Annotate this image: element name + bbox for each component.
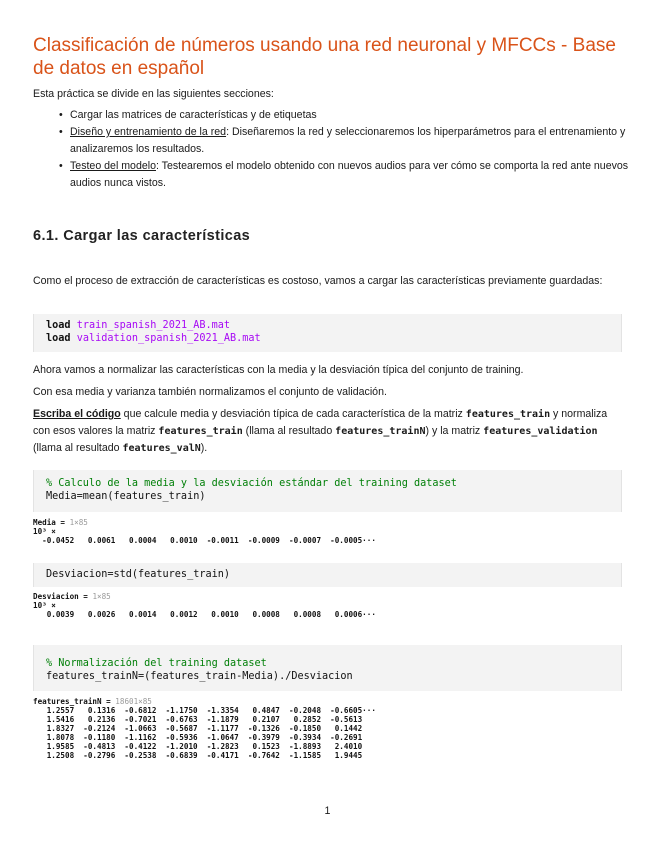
output-values-row — [33, 536, 622, 545]
output-var-name: features_trainN — [33, 697, 102, 706]
matrix-row: 1.8327 -0.2124 -1.0663 -0.5687 -1.1177 -0.1326 -0.1850 0.1442 — [33, 724, 363, 733]
instructions-text: y normaliza con esos valores la matriz — [33, 408, 608, 437]
output-scale: 10³ × — [33, 527, 56, 536]
bullet-text: : Diseñaremos la red y seleccionaremos los hiperparámetros para el entrenamiento y analizaremos los resultados. — [70, 126, 626, 155]
matrix-row: 1.2508 -0.2796 -0.2538 -0.6839 -0.4171 -0.7642 -1.1585 1.9445 — [33, 751, 363, 760]
instructions-lead: Escriba el código — [33, 408, 121, 420]
page-title: Classificación de números usando una red neuronal y MFCCs - Base de datos en español — [33, 35, 616, 79]
code-line: Desviacion=std(features_train) — [46, 569, 231, 580]
intro-text: Esta práctica se divide en las siguientes secciones: — [33, 88, 274, 100]
matrix-row: 1.2557 0.1316 -0.6812 -1.1750 -1.3354 0.4847 -0.2048 -0.6605··· — [33, 706, 376, 715]
normalize-paragraph-2: Con esa media y varianza también normalizamos el conjunto de validación. — [33, 386, 387, 398]
output-normalized: features_trainN = 18601×85 1.2557 0.1316 -0.6812 -1.1750 -1.3354 0.4847 -0.2048 -0.6605··· 1.5416 0.2136 -0.7021 -0.6763 -1.1879 0.2107 0.2852 -0.5613 1.8327 -0.2124 -1.0663 -0.5687 -1.1177 -0.1326 -0.1850 0.1442 1.8078 -0.1180 -1.1162 -0.5936 -1.0647 -0.3979 -0.3934 -0.2691 1.9585 -0.4813 -0.4122 -1.2010 -1.2823 0.1523 -1.8893 2.4010 1.2508 -0.2796 -0.2538 -0.6839 -0.4171 -0.7642 -1.1585 1.9445 — [33, 697, 622, 760]
section-link[interactable]: Testeo del modelo — [70, 160, 156, 172]
code-keyword: load — [46, 333, 71, 344]
code-block-std[interactable] — [33, 563, 622, 587]
code-string: validation_spanish_2021_AB.mat — [76, 333, 261, 344]
var-name: features_trainN — [335, 426, 426, 437]
section-link[interactable]: Diseño y entrenamiento de la red — [70, 126, 227, 138]
load-paragraph: Como el proceso de extracción de características es costoso, vamos a cargar las características previamente guardadas: — [33, 275, 603, 287]
code-string: train_spanish_2021_AB.mat — [76, 320, 231, 331]
code-comment: % Calculo de la media y la desviación estándar del training dataset — [46, 478, 457, 489]
matrix-row: 1.9585 -0.4813 -0.4122 -1.2010 -1.2823 0.1523 -1.8893 2.4010 — [33, 742, 363, 751]
output-size: 18601×85 — [115, 697, 152, 706]
sections-list — [58, 107, 630, 192]
output-matrix — [33, 706, 622, 760]
bullet-text: Cargar las matrices de características y de etiquetas — [70, 109, 317, 121]
instructions-text: (llama al resultado — [242, 425, 336, 437]
output-size: 1×85 — [92, 592, 111, 601]
var-name: features_train — [158, 426, 243, 437]
instructions-text: ) y la matriz — [425, 425, 484, 437]
list-item — [70, 158, 630, 192]
var-name: features_valN — [122, 443, 201, 454]
code-line: Media=mean(features_train) — [46, 491, 206, 502]
instructions-paragraph — [33, 406, 623, 457]
output-scale: 10³ × — [33, 601, 56, 610]
output-size: 1×85 — [69, 518, 88, 527]
output-std: Desviacion = 1×85 10³ × 0.0039 0.0026 0.0014 0.0012 0.0010 0.0008 0.0008 0.0006··· — [33, 592, 622, 619]
normalize-paragraph-1: Ahora vamos a normalizar las características con la media y la desviación típica del conjunto de training. — [33, 364, 524, 376]
output-values: -0.0452 0.0061 0.0004 0.0010 -0.0011 -0.0009 -0.0007 -0.0005··· — [33, 536, 376, 545]
bullet-text: : Testearemos el modelo obtenido con nuevos audios para ver cómo se comporta la red ante nuevos audios nunca vistos. — [70, 160, 629, 189]
list-item — [70, 107, 630, 124]
code-block-normalize[interactable] — [33, 645, 622, 691]
code-keyword: load — [46, 320, 71, 331]
var-name: features_validation — [483, 426, 598, 437]
output-values-row — [33, 610, 622, 619]
section-heading: 6.1. Cargar las características — [33, 228, 251, 244]
page-number: 1 — [324, 805, 331, 817]
output-var-name: Desviacion — [33, 592, 79, 601]
code-comment: % Normalización del training dataset — [46, 658, 267, 669]
list-item — [70, 124, 630, 158]
code-line: features_trainN=(features_train-Media)./Desviacion — [46, 671, 353, 682]
code-block-mean[interactable] — [33, 470, 622, 512]
instructions-text: (llama al resultado — [33, 442, 123, 454]
matrix-row: 1.8078 -0.1180 -1.1162 -0.5936 -1.0647 -0.3979 -0.3934 -0.2691 — [33, 733, 363, 742]
output-var-name: Media — [33, 518, 56, 527]
instructions-text: ). — [200, 442, 208, 454]
matrix-row: 1.5416 0.2136 -0.7021 -0.6763 -1.1879 0.2107 0.2852 -0.5613 — [33, 715, 363, 724]
code-block-load[interactable] — [33, 314, 622, 352]
output-mean: Media = 1×85 10³ × -0.0452 0.0061 0.0004 0.0010 -0.0011 -0.0009 -0.0007 -0.0005··· — [33, 518, 622, 545]
output-values: 0.0039 0.0026 0.0014 0.0012 0.0010 0.0008 0.0008 0.0006··· — [33, 610, 376, 619]
instructions-text: que calcule media y desviación típica de cada característica de la matriz — [120, 408, 466, 420]
var-name: features_train — [465, 409, 551, 420]
